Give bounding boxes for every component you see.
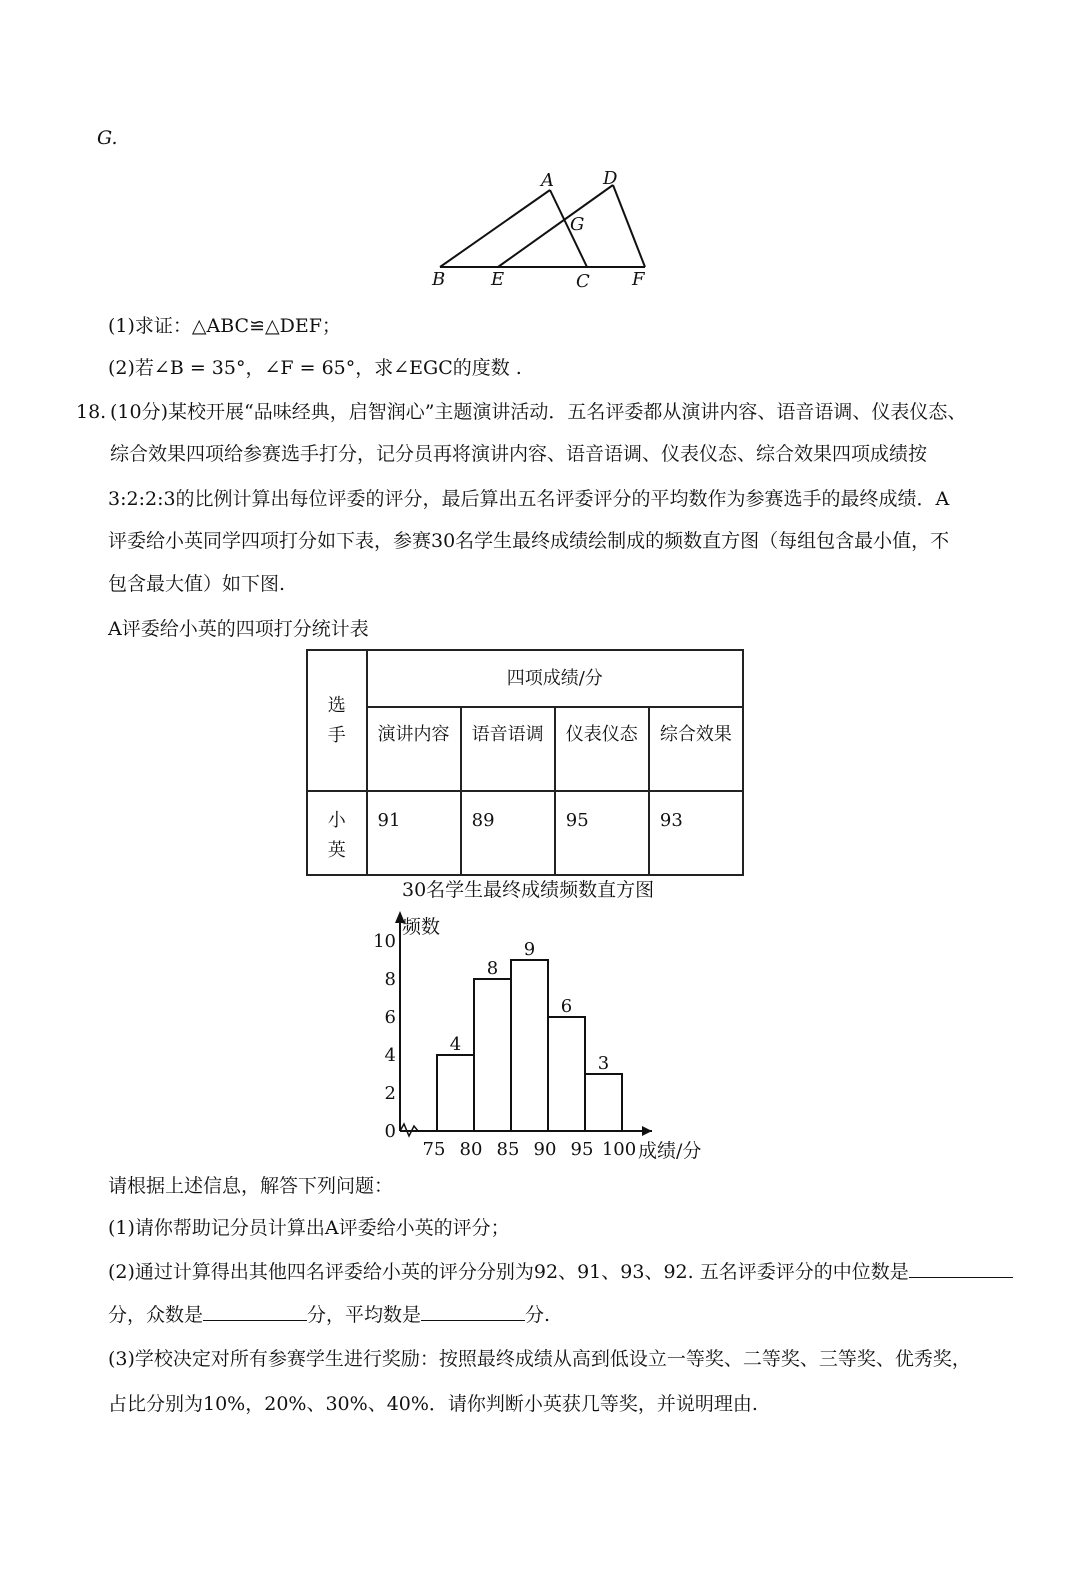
q17-part2: (2)若∠B = 35°，∠F = 65°，求∠EGC的度数 .	[108, 357, 522, 379]
histogram-bar	[437, 1055, 474, 1131]
player-header: 选手	[327, 695, 346, 746]
value-cell	[649, 791, 743, 875]
y-tick-label: 0	[384, 1121, 396, 1142]
segment-ED	[498, 185, 613, 267]
q18-intro-line-5: 包含最大值）如下图.	[108, 573, 286, 595]
col-header-1: 演讲内容	[377, 724, 450, 745]
q18-sub2-line2	[108, 1300, 550, 1329]
x-tick-label: 100	[601, 1139, 637, 1160]
y-tick-label: 8	[384, 969, 396, 990]
segment-DF	[613, 185, 645, 267]
questions-intro: 请根据上述信息，解答下列问题：	[108, 1175, 394, 1197]
group-header-cell	[367, 650, 743, 707]
q18-sub2-text-b: 分，平均数是	[307, 1304, 422, 1326]
label-F: F	[632, 269, 645, 290]
q18-intro-line-1: (10分)某校开展“品味经典，启智润心”主题演讲活动．五名评委都从演讲内容、语音语调、仪表仪态、	[110, 401, 967, 423]
histogram-bar	[548, 1017, 585, 1131]
x-axis-arrow	[642, 1126, 652, 1136]
label-G: G	[570, 214, 585, 235]
value-2: 89	[471, 810, 495, 831]
row-label-cell	[307, 791, 367, 875]
chart-title: 30名学生最终成绩频数直方图	[402, 879, 655, 901]
label-E: E	[491, 269, 505, 290]
histogram	[360, 905, 740, 1165]
mean-answer-blank[interactable]	[421, 1300, 525, 1321]
x-tick-label: 75	[422, 1139, 446, 1160]
group-header: 四项成绩/分	[506, 668, 603, 689]
q18-sub2-line1	[108, 1257, 1013, 1286]
label-B: B	[432, 269, 446, 290]
row-label: 小英	[327, 810, 346, 861]
value-3: 95	[565, 810, 589, 831]
y-tick-label: 4	[384, 1045, 396, 1066]
histogram-bar	[511, 960, 548, 1131]
y-axis-label: 频数	[402, 916, 441, 938]
x-tick-label: 90	[533, 1139, 557, 1160]
x-tick-label: 80	[459, 1139, 483, 1160]
x-axis-label: 成绩/分	[638, 1140, 702, 1162]
y-tick-label: 2	[384, 1083, 396, 1104]
x-tick-label: 85	[496, 1139, 520, 1160]
q18-intro-line-2: 综合效果四项给参赛选手打分，记分员再将演讲内容、语音语调、仪表仪态、综合效果四项成绩按	[110, 443, 928, 465]
label-C: C	[576, 271, 590, 292]
histogram-bar	[474, 979, 511, 1131]
value-1: 91	[377, 810, 401, 831]
bar-value-label: 6	[560, 996, 573, 1017]
col-header-4: 综合效果	[659, 724, 732, 745]
value-4: 93	[659, 810, 683, 831]
col-header-cell	[367, 707, 461, 791]
value-cell	[555, 791, 649, 875]
col-header-cell	[649, 707, 743, 791]
bar-value-label: 9	[523, 939, 536, 960]
bar-value-label: 8	[486, 958, 499, 979]
bar-value-label: 3	[597, 1053, 610, 1074]
q18-sub1: (1)请你帮助记分员计算出A评委给小英的评分；	[108, 1217, 510, 1239]
label-A: A	[541, 170, 554, 191]
col-header-3: 仪表仪态	[565, 724, 638, 745]
col-header-cell	[461, 707, 555, 791]
q18-sub3-line2: 占比分别为10%，20%、30%、40%．请你判断小英获几等奖，并说明理由.	[108, 1393, 758, 1415]
geometry-figure	[420, 165, 670, 295]
x-tick-label: 95	[570, 1139, 594, 1160]
col-header-2: 语音语调	[471, 724, 544, 745]
table-title: A评委给小英的四项打分统计表	[108, 618, 369, 640]
y-tick-label: 10	[373, 931, 396, 952]
q18-intro-line-3: 3:2:2:3的比例计算出每位评委的评分，最后算出五名评委评分的平均数作为参赛选手的最终成绩．A	[108, 488, 950, 510]
q18-intro-line-4: 评委给小英同学四项打分如下表，参赛30名学生最终成绩绘制成的频数直方图（每组包含最小值，不	[108, 530, 950, 552]
q18-sub3-line1: (3)学校决定对所有参赛学生进行奖励：按照最终成绩从高到低设立一等奖、二等奖、三等奖、优秀奖，	[108, 1348, 971, 1370]
median-answer-blank[interactable]	[909, 1257, 1013, 1278]
prev-question-fragment: G.	[97, 127, 118, 149]
mode-answer-blank[interactable]	[203, 1300, 307, 1321]
q17-part1: (1)求证：△ABC≌△DEF；	[108, 315, 341, 337]
histogram-bar	[585, 1074, 622, 1131]
value-cell	[461, 791, 555, 875]
col-header-cell	[555, 707, 649, 791]
player-header-cell	[307, 650, 367, 791]
segment-BA	[440, 190, 550, 267]
q18-sub2-text: (2)通过计算得出其他四名评委给小英的评分分别为92、91、93、92. 五名评委评分的中位数是	[108, 1261, 909, 1283]
label-D: D	[603, 168, 618, 189]
score-table	[306, 649, 744, 876]
q18-sub2-text-a: 分，众数是	[108, 1304, 204, 1326]
q18-number: 18.	[76, 401, 107, 423]
q18-sub2-text-c: 分.	[525, 1304, 551, 1326]
bar-value-label: 4	[449, 1034, 462, 1055]
y-tick-label: 6	[384, 1007, 396, 1028]
value-cell	[367, 791, 461, 875]
